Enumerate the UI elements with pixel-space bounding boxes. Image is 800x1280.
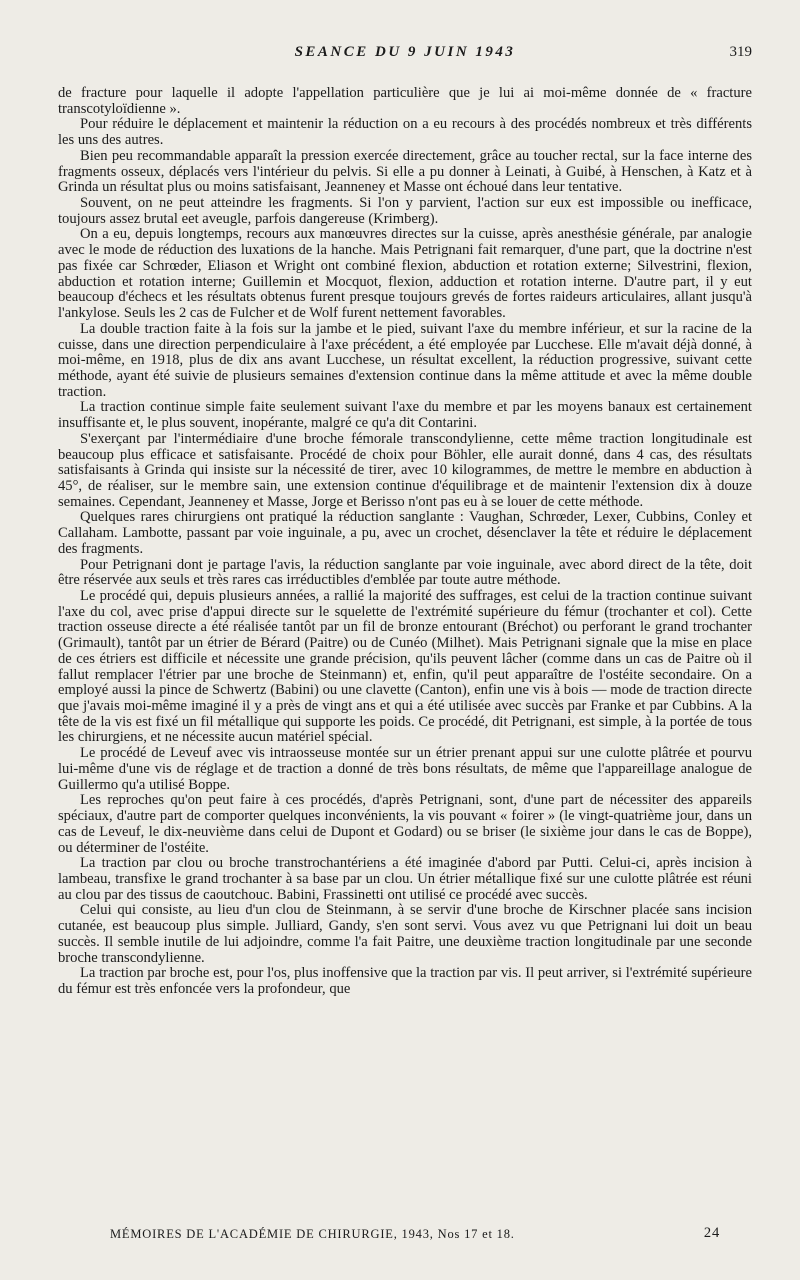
paragraph: Pour réduire le déplacement et maintenir la réduction on a eu recours à des procédés nombreux et très différents les uns des autres. — [58, 116, 752, 149]
paragraph: Pour Petrignani dont je partage l'avis, la réduction sanglante par voie inguinale, avec abord direct de la tête, doit être réservée aux seuls et très rares cas irréductibles d'emblée par toute autre méthode. — [58, 556, 752, 589]
page-footer — [110, 1227, 720, 1247]
journal-citation: MÉMOIRES DE L'ACADÉMIE DE CHIRURGIE, 1943, Nos 17 et 18. — [110, 1227, 515, 1241]
signature-number: 24 — [703, 1225, 720, 1241]
paragraph: La traction par broche est, pour l'os, plus inoffensive que la traction par vis. Il peut arriver, si l'extrémité supérieure du fémur est très enfoncée vers la profondeur, que — [58, 965, 752, 997]
paragraph: Quelques rares chirurgiens ont pratiqué la réduction sanglante : Vaughan, Schrœder, Lexer, Cubbins, Conley et Callaham. Lambotte, passant par voie inguinale, a pu, avec un crochet, désenclaver la tête et réduire le déplacement des fragments. — [58, 509, 752, 557]
paragraph: La double traction faite à la fois sur la jambe et le pied, suivant l'axe du membre inférieur, et sur la racine de la cuisse, dans une direction perpendiculaire à l'axe précédent, a été employée par Lucchese. Elle m'avait déjà donné, à moi-même, en 1918, plus de dix ans avant Lucchese, un résultat excellent, la réduction progressive, suivant cette méthode, ayant été suivie de plusieurs semaines d'extension continue dans la même attitude et avec la même double traction. — [58, 320, 752, 400]
page-number: 319 — [729, 44, 752, 60]
paragraph: La traction par clou ou broche transtrochantériens a été imaginée d'abord par Putti. Celui-ci, après incision à lambeau, transfixe le grand trochanter à sa base par un clou. Un étrier métallique fixé sur une culotte plâtrée est réuni au clou par des tissus de caoutchouc. Babini, Frassinetti ont utilisé ce procédé avec succès. — [58, 855, 752, 903]
paragraph: Le procédé de Leveuf avec vis intraosseuse montée sur un étrier prenant appui sur une culotte plâtrée et pourvu lui-même d'une vis de réglage et de traction a donné de très bons résultats, de même que l'appareillage analogue de Guillermo qu'a utilisé Boppe. — [58, 745, 752, 793]
header-title: SEANCE DU 9 JUIN 1943 — [294, 44, 516, 60]
paragraph: La traction continue simple faite seulement suivant l'axe du membre et par les moyens banaux est certainement insuffisante et, le plus souvent, inopérante, malgré ce qu'a dit Contarini. — [58, 399, 752, 432]
paragraph: Bien peu recommandable apparaît la pression exercée directement, grâce au toucher rectal, sur la face interne des fragments osseux, déplacés vers l'intérieur du pelvis. Si elle a pu donner à Leinati, à Guibé, à Henschen, à Katz et à Grinda un résultat plus ou moins satisfaisant, Jeanneney et Masse ont échoué dans leur tentative. — [58, 147, 752, 196]
running-header — [58, 44, 752, 66]
paragraph: de fracture pour laquelle il adopte l'appellation particulière que je lui ai moi-même donnée de « fracture transcotyloïdienne ». — [58, 85, 752, 117]
paragraph: Celui qui consiste, au lieu d'un clou de Steinmann, à se servir d'une broche de Kirschner placée sans incision cutanée, est beaucoup plus simple. Julliard, Gandy, s'en sont servi. Vous avez vu que Petrignani lui doit un beau succès. Il semble inutile de lui adjoindre, comme l'a fait Paitre, une deuxième traction longitudinale par une seconde broche transcondylienne. — [58, 902, 752, 966]
paragraph: On a eu, depuis longtemps, recours aux manœuvres directes sur la cuisse, après anesthésie générale, par analogie avec le mode de réduction des luxations de la hanche. Mais Petrignani fait remarquer, d'une part, que la doctrine n'est pas fixée car Schrœder, Eliason et Wright ont combiné flexion, abduction et rotation externe; Silvestrini, flexion, abduction et rotation interne; Guillemin et Mocquot, flexion, adduction et rotation interne. D'autre part, il y eut beaucoup d'échecs et les résultats obtenus furent presque toujours grevés de fortes raideurs articulaires, allant jusqu'à l'ankylose. Seuls les 2 cas de Fulcher et de Wolf furent nettement favorables. — [58, 226, 752, 322]
body-text — [58, 86, 752, 998]
paragraph: Souvent, on ne peut atteindre les fragments. Si l'on y parvient, l'action sur eux est impossible ou inefficace, toujours assez brutal eet aveugle, parfois dangereuse (Krimberg). — [58, 195, 752, 227]
paragraph: Les reproches qu'on peut faire à ces procédés, d'après Petrignani, sont, d'une part de nécessiter des appareils spéciaux, d'autre part de comporter quelques inconvénients, la vis pouvant « foirer » (le vingt-quatrième jour, dans un cas de Leveuf, le dix-neuvième dans celui de Dupont et Godard) ou se briser (le sixième jour dans le cas de Boppe), ou déterminer de l'ostéite. — [58, 792, 752, 856]
paragraph: S'exerçant par l'intermédiaire d'une broche fémorale transcondylienne, cette même traction longitudinale est beaucoup plus efficace et satisfaisante. Procédé de choix pour Böhler, elle aurait donné, dans 4 cas, des résultats satisfaisants à Grinda qui insiste sur la nécessité de tirer, avec 10 kilogrammes, de mettre le membre en abduction à 45°, de réaliser, sur le membre sain, une extension continue d'équilibrage et de maintenir l'extension dix à douze semaines. Cependant, Jeanneney et Masse, Jorge et Berisso n'ont pas eu à se louer de cette méthode. — [58, 430, 752, 510]
paragraph: Le procédé qui, depuis plusieurs années, a rallié la majorité des suffrages, est celui de la traction continue suivant l'axe du col, avec prise d'appui directe sur le squelette de l'extrémité supérieure du fémur (trochanter et col). Cette traction osseuse directe a été réalisée tantôt par un fil de bronze entourant (Bréchot) ou perforant le grand trochanter (Grimault), tantôt par un étrier de Bérard (Paitre) ou de Cunéo (Milhet). Mais Petrignani signale que la mise en place de ces étriers est difficile et nécessite une grande précision, qu'ils peuvent lâcher (comme dans un cas de Paitre où il fallut remplacer l'étrier par une broche de Steinmann) et, enfin, qu'il peut apparaître de l'ostéite secondaire. On a employé aussi la pince de Schwertz (Babini) ou une clavette (Canton), enfin une vis à bois — mode de traction directe que j'avais moi-même imaginé il y a près de vingt ans et qui a été utilisée avec succès par Franke et par Cubbins. A la tête de la vis est fixé un fil métallique qui supporte les poids. Ce procédé, dit Petrignani, est simple, à la portée de tous les chirurgiens, et ne nécessite aucun matériel spécial. — [58, 588, 752, 746]
